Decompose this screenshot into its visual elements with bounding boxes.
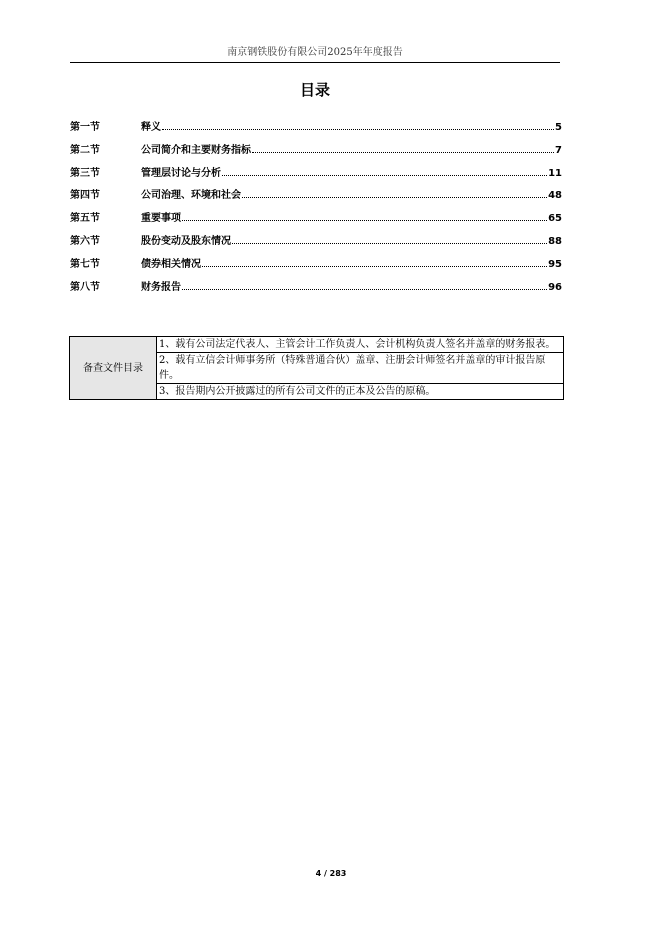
- toc-page-number: 7: [555, 144, 562, 156]
- toc-entry[interactable]: [70, 188, 562, 211]
- reference-documents-label: 备查文件目录: [70, 337, 157, 400]
- toc-section-title: 公司治理、环境和社会: [141, 190, 241, 202]
- toc-section-number: 第二节: [70, 144, 100, 156]
- toc-section-title: 管理层讨论与分析: [141, 167, 221, 179]
- toc-section-number: 第六节: [70, 235, 100, 247]
- toc-page-number: 88: [548, 235, 562, 247]
- reference-document-item: 2、载有立信会计师事务所（特殊普通合伙）盖章、注册会计师签名并盖章的审计报告原件。: [157, 353, 564, 384]
- toc-section-title: 公司简介和主要财务指标: [141, 144, 251, 156]
- toc-dot-leader: [242, 188, 547, 198]
- toc-section-title: 债券相关情况: [141, 258, 201, 270]
- toc-dot-leader: [222, 166, 547, 176]
- toc-entry[interactable]: [70, 166, 562, 189]
- toc-section-title: 股份变动及股东情况: [141, 235, 231, 247]
- toc-page-number: 5: [555, 122, 562, 133]
- toc-section-number: 第一节: [70, 122, 100, 133]
- toc-section-title: 财务报告: [141, 281, 181, 293]
- reference-document-item: 3、报告期内公开披露过的所有公司文件的正本及公告的原稿。: [157, 384, 564, 400]
- toc-entry[interactable]: [70, 143, 562, 166]
- toc-entry[interactable]: [70, 257, 562, 280]
- toc-section-number: 第四节: [70, 190, 100, 202]
- toc-section-number: 第三节: [70, 167, 100, 179]
- toc-dot-leader: [162, 120, 554, 130]
- toc-page-number: 48: [548, 190, 562, 202]
- page-number-footer: 4 / 283: [315, 869, 347, 878]
- table-row: [70, 337, 564, 353]
- toc-section-number: 第八节: [70, 281, 100, 293]
- toc-page-number: 11: [548, 167, 562, 179]
- toc-entry[interactable]: [70, 211, 562, 234]
- toc-heading: 目录: [299, 81, 330, 99]
- toc-page-number: 95: [548, 258, 562, 270]
- toc-entry[interactable]: [70, 120, 562, 143]
- toc-entry[interactable]: [70, 280, 562, 303]
- reference-documents-table: [69, 336, 564, 400]
- toc-dot-leader: [182, 211, 547, 221]
- toc-page-number: 96: [548, 281, 562, 293]
- page-header: [70, 46, 560, 63]
- reference-document-item: 1、载有公司法定代表人、主管会计工作负责人、会计机构负责人签名并盖章的财务报表。: [157, 337, 564, 353]
- table-of-contents: [70, 120, 562, 302]
- toc-dot-leader: [232, 234, 547, 244]
- toc-section-title: 释义: [141, 122, 161, 133]
- toc-section-title: 重要事项: [141, 213, 181, 225]
- toc-dot-leader: [182, 280, 547, 290]
- toc-page-number: 65: [548, 213, 562, 225]
- toc-dot-leader: [252, 143, 554, 153]
- toc-dot-leader: [202, 257, 547, 267]
- report-title: 南京钢铁股份有限公司2025年年度报告: [227, 47, 403, 58]
- toc-entry[interactable]: [70, 234, 562, 257]
- toc-section-number: 第七节: [70, 258, 100, 270]
- toc-section-number: 第五节: [70, 213, 100, 225]
